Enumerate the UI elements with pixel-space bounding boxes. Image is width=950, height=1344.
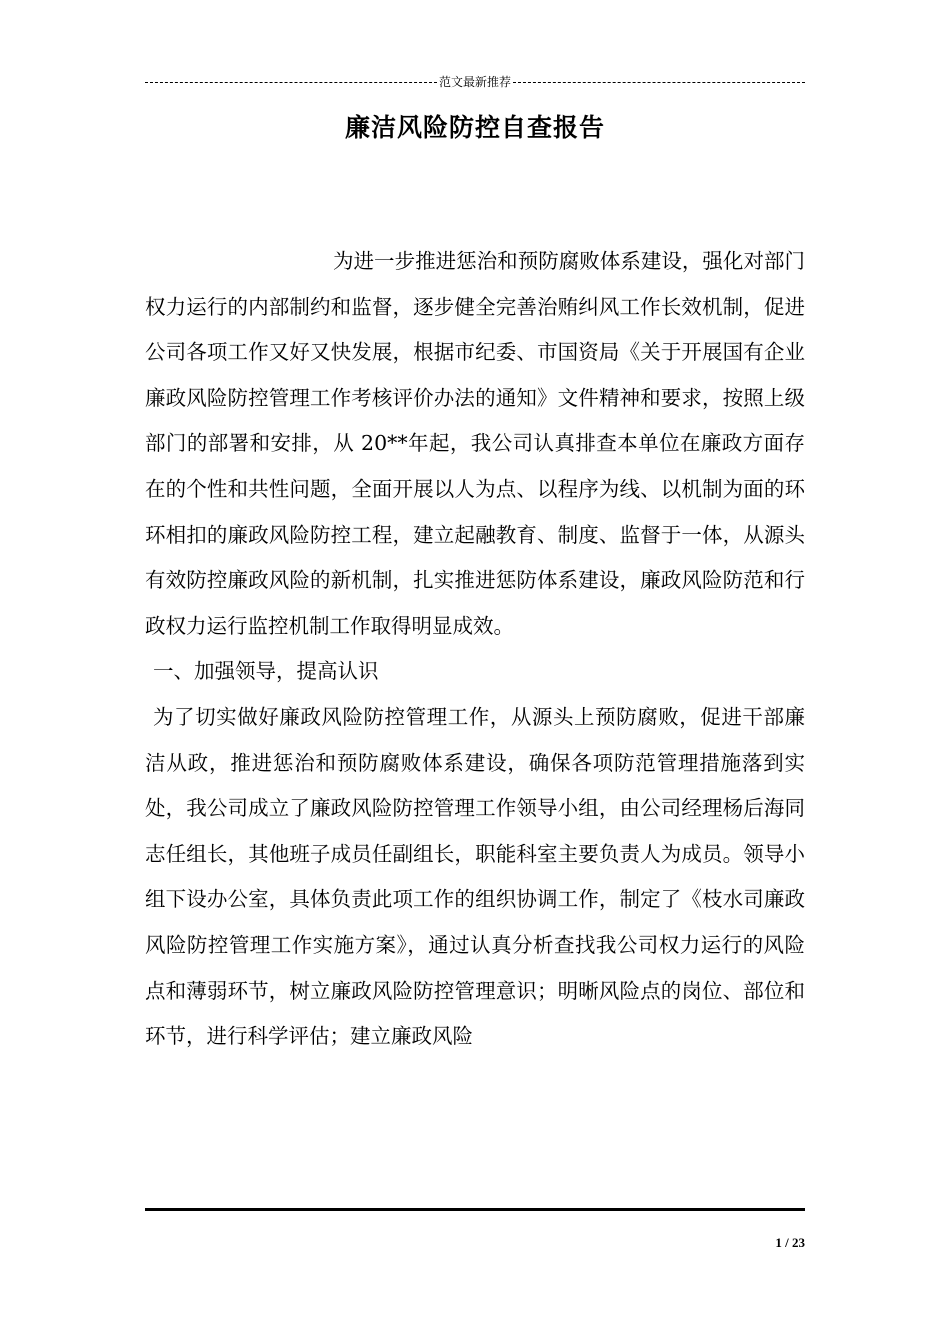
header-dashes-right [513, 82, 805, 83]
header-dashes-left [145, 82, 437, 83]
paragraph-section-one: 为了切实做好廉政风险防控管理工作，从源头上预防腐败，促进干部廉洁从政，推进惩治和预防腐败体系建设，确保各项防范管理措施落到实处，我公司成立了廉政风险防控管理工作领导小组，由公司经理杨后海同志任组长，其他班子成员任副组长，职能科室主要负责人为成员。领导小组下设办公室，具体负责此项工作的组织协调工作，制定了《枝水司廉政风险防控管理工作实施方案》，通过认真分析查找我公司权力运行的风险点和薄弱环节，树立廉政风险防控管理意识；明晰风险点的岗位、部位和环节，进行科学评估；建立廉政风险 [145, 704, 805, 1049]
paragraph-intro: 为进一步推进惩治和预防腐败体系建设，强化对部门权力运行的内部制约和监督，逐步健全完善治贿纠风工作长效机制，促进公司各项工作又好又快发展，根据市纪委、市国资局《关于开展国有企业廉政风险防控管理工作考核评价办法的通知》文件精神和要求，按照上级部门的部署和安排，从 20**年起，我公司认真排查本单位在廉政方面存在的个性和共性问题，全面开展以人为点、以程序为线、以机制为面的环环相扣的廉政风险防控工程，建立起融教育、制度、监督于一体，从源头有效防控廉政风险的新机制，扎实推进惩防体系建设，廉政风险防范和行政权力运行监控机制工作取得明显成效。 [145, 249, 805, 638]
page-header [145, 72, 805, 92]
page-number: 1 / 23 [775, 1235, 805, 1250]
document-title: 廉洁风险防控自查报告 [344, 113, 605, 142]
header-label: 范文最新推荐 [439, 75, 512, 89]
document-body [145, 239, 805, 1060]
section-heading: 一、加强领导，提高认识 [153, 659, 379, 684]
footer-rule [145, 1208, 805, 1211]
